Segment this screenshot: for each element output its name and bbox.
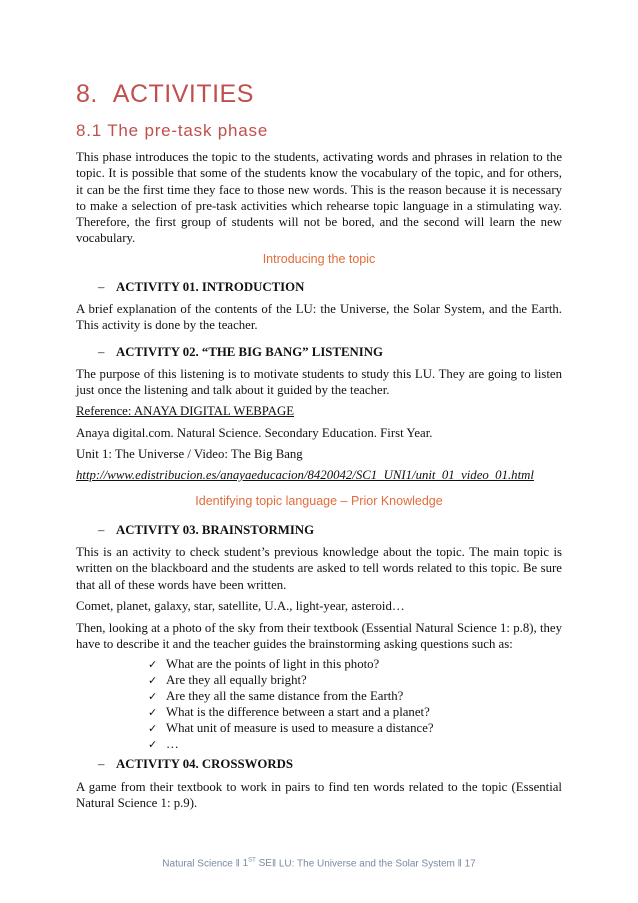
video-link[interactable]: http://www.edistribucion.es/anayaeducacion/8420042/SC1_UNI1/unit_01_video_01.html <box>76 468 534 482</box>
intro-paragraph: This phase introduces the topic to the students, activating words and phrases in relation to the topic. It is possible that some of the students know the vocabulary of the topic, and for others, it can be the first time they face to those new words. This is the reason because it is necessary to make a selection of pre-task activities which rehearse topic language in a stimulating way. Therefore, the first group of students will not be bored, and the second will learn the new vocabulary. <box>76 150 562 246</box>
page-number: 17 <box>464 858 476 870</box>
section-number: 8. <box>76 80 98 108</box>
source-line-1: Anaya digital.com. Natural Science. Secondary Education. First Year. <box>76 426 433 440</box>
source-line-2: Unit 1: The Universe / Video: The Big Bang <box>76 447 303 461</box>
page-footer <box>76 858 562 869</box>
footer-subject: Natural Science <box>162 858 233 870</box>
section-title-introducing: Introducing the topic <box>262 252 376 266</box>
reference-label: Reference: ANAYA DIGITAL WEBPAGE <box>76 404 295 418</box>
section-title-identifying: Identifying topic language – Prior Knowledge <box>195 494 443 508</box>
check-icon: ✓ <box>148 658 158 671</box>
brainstorm-words: Comet, planet, galaxy, star, satellite, U.A., light-year, asteroid… <box>76 599 405 613</box>
footer-separator: ‖ <box>271 858 277 870</box>
question-item: ✓ Are they all the same distance from the Earth? <box>148 689 404 703</box>
section-heading <box>76 80 254 109</box>
footer-separator: ‖ <box>235 858 240 870</box>
check-icon: ✓ <box>148 690 158 703</box>
bullet-dash: – <box>98 523 105 537</box>
check-icon: ✓ <box>148 738 158 751</box>
check-icon: ✓ <box>148 674 158 687</box>
question-item: ✓ What are the points of light in this photo? <box>148 657 380 671</box>
question-item: ✓ … <box>148 737 179 751</box>
activity-02-text: The purpose of this listening is to motivate students to study this LU. They are going to listen just once the listening and talk about it guided by the teacher. <box>76 367 562 398</box>
check-icon: ✓ <box>148 706 158 719</box>
bullet-dash: – <box>98 280 105 294</box>
activity-04-title: – ACTIVITY 04. CROSSWORDS <box>98 757 293 771</box>
activity-01-text: A brief explanation of the contents of the LU: the Universe, the Solar System, and the Earth. This activity is done by the teacher. <box>76 302 562 333</box>
bullet-dash: – <box>98 757 105 771</box>
footer-separator: ‖ <box>457 858 462 870</box>
activity-04-text: A game from their textbook to work in pairs to find ten words related to the topic (Essential Natural Science 1: p.9). <box>76 780 562 811</box>
activity-03-text: This is an activity to check student’s previous knowledge about the topic. The main topic is written on the blackboard and the students are asked to tell words related to this topic. Be sure that all of these words have been written. <box>76 545 562 592</box>
activity-02-title: – ACTIVITY 02. “THE BIG BANG” LISTENING <box>98 345 383 359</box>
activity-03-title: – ACTIVITY 03. BRAINSTORMING <box>98 523 315 537</box>
activity-01-title: – ACTIVITY 01. INTRODUCTION <box>98 280 305 294</box>
check-icon: ✓ <box>148 722 158 735</box>
section-title: ACTIVITIES <box>112 80 254 108</box>
question-item: ✓ What unit of measure is used to measure a distance? <box>148 721 434 735</box>
question-item: ✓ Are they all equally bright? <box>148 673 307 687</box>
footer-unit: LU: The Universe and the Solar System <box>278 858 455 870</box>
activity-03-text-2: Then, looking at a photo of the sky from their textbook (Essential Natural Science 1: p.8), they have to describe it and the teacher guides the brainstorming asking questions such as: <box>76 621 562 652</box>
subsection-heading: 8.1 The pre-task phase <box>76 121 269 140</box>
footer-level: 1ST SE <box>242 858 272 870</box>
question-item: ✓ What is the difference between a start and a planet? <box>148 705 430 719</box>
bullet-dash: – <box>98 345 105 359</box>
